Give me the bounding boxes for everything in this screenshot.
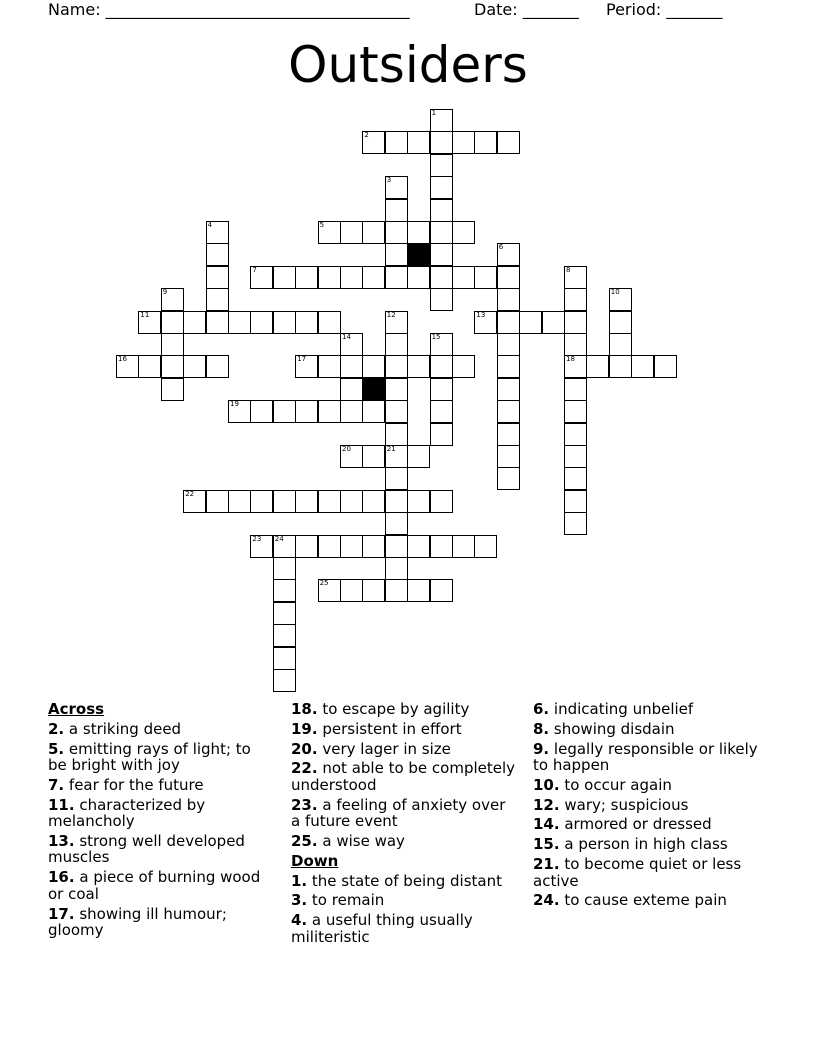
period-line: Period: _______: [606, 0, 723, 19]
grid-cell[interactable]: [206, 490, 229, 513]
clue-text: not able to be completely understood: [291, 759, 516, 794]
grid-cell[interactable]: [497, 445, 520, 468]
grid-cell[interactable]: [385, 557, 408, 580]
clue-text: the state of being distant: [311, 871, 502, 890]
grid-cell[interactable]: [430, 109, 453, 132]
clue-number: 4: [207, 221, 213, 229]
grid-cell[interactable]: [564, 311, 587, 334]
grid-cell[interactable]: [183, 355, 206, 378]
grid-cell[interactable]: [564, 266, 587, 289]
clue-text: wary; suspicious: [564, 795, 689, 814]
grid-cell[interactable]: [250, 400, 273, 423]
clue-number-label: 22.: [291, 759, 318, 778]
clue-number-label: 13.: [48, 831, 75, 850]
grid-cell[interactable]: [430, 221, 453, 244]
grid-cell[interactable]: [609, 355, 632, 378]
clue-number: 11: [140, 310, 150, 319]
grid-cell[interactable]: [385, 490, 408, 513]
clue-item: [48, 777, 273, 794]
clue-number-label: 23.: [291, 795, 318, 814]
grid-cell[interactable]: [228, 311, 251, 334]
clue-number-label: 2.: [48, 719, 65, 738]
grid-cell[interactable]: [228, 490, 251, 513]
grid-cell[interactable]: [452, 355, 475, 378]
grid-cell[interactable]: [430, 355, 453, 378]
grid-cell[interactable]: [206, 288, 229, 311]
grid-cell[interactable]: [452, 535, 475, 558]
clue-number: 1: [431, 109, 437, 117]
grid-cell[interactable]: [273, 400, 296, 423]
clue-item: [533, 836, 758, 853]
grid-cell[interactable]: [340, 445, 363, 468]
clue-item: [533, 777, 758, 794]
clue-item: [533, 701, 758, 718]
grid-cell[interactable]: [161, 355, 184, 378]
clue-number-label: 15.: [533, 835, 560, 854]
clue-number-label: 9.: [533, 739, 550, 758]
clue-number: 15: [431, 333, 441, 341]
clue-item: [291, 892, 519, 909]
grid-cell[interactable]: [385, 266, 408, 289]
grid-cell[interactable]: [430, 333, 453, 356]
grid-cell[interactable]: [273, 579, 296, 602]
clue-item: [291, 701, 519, 718]
black-square: [407, 243, 430, 266]
clue-item: [291, 760, 519, 793]
grid-cell[interactable]: [497, 333, 520, 356]
section-heading: Across: [48, 700, 105, 718]
grid-cell[interactable]: [161, 378, 184, 401]
clue-number-label: 21.: [533, 855, 560, 874]
grid-cell[interactable]: [385, 243, 408, 266]
grid-cell[interactable]: [497, 288, 520, 311]
clue-text: a useful thing usually militeristic: [291, 911, 473, 946]
grid-cell[interactable]: [385, 221, 408, 244]
clue-item: [533, 721, 758, 738]
grid-cell[interactable]: [564, 288, 587, 311]
clue-text: strong well developed muscles: [48, 831, 245, 867]
clue-text: fear for the future: [68, 775, 204, 794]
clue-text: to remain: [311, 891, 385, 910]
clue-item: [533, 856, 758, 889]
grid-cell[interactable]: [362, 579, 385, 602]
grid-cell[interactable]: [474, 535, 497, 558]
grid-cell[interactable]: [318, 535, 341, 558]
clue-number-label: 11.: [48, 795, 75, 814]
grid-cell[interactable]: [318, 579, 341, 602]
clue-number: 3: [386, 176, 392, 185]
grid-cell[interactable]: [362, 490, 385, 513]
clue-text: indicating unbelief: [553, 700, 694, 718]
grid-cell[interactable]: [295, 490, 318, 513]
grid-cell[interactable]: [609, 311, 632, 334]
grid-cell[interactable]: [609, 288, 632, 311]
clue-column-3: [533, 701, 758, 912]
clue-number: 13: [476, 310, 486, 319]
grid-cell[interactable]: [206, 311, 229, 334]
grid-cell[interactable]: [407, 221, 430, 244]
grid-cell[interactable]: [430, 378, 453, 401]
grid-cell[interactable]: [631, 355, 654, 378]
grid-cell[interactable]: [407, 266, 430, 289]
grid-cell[interactable]: [250, 311, 273, 334]
grid-cell[interactable]: [340, 333, 363, 356]
grid-cell[interactable]: [385, 199, 408, 222]
grid-cell[interactable]: [430, 266, 453, 289]
clue-item: [48, 906, 273, 939]
name-line: Name: ______________________________________: [48, 0, 410, 19]
clue-item: [533, 741, 758, 774]
clue-number: 16: [118, 355, 127, 364]
clue-item: [291, 873, 519, 890]
grid-cell[interactable]: [385, 333, 408, 356]
clue-text: a wise way: [322, 831, 405, 850]
grid-cell[interactable]: [340, 221, 363, 244]
grid-cell[interactable]: [564, 400, 587, 423]
grid-cell[interactable]: [430, 579, 453, 602]
clue-number: 8: [566, 265, 571, 274]
clue-number: 21: [386, 445, 396, 453]
clue-text: a piece of burning wood or coal: [48, 868, 261, 903]
grid-cell[interactable]: [564, 333, 587, 356]
clue-number: 2: [364, 131, 369, 140]
grid-cell[interactable]: [385, 467, 408, 490]
clue-text: a striking deed: [68, 719, 182, 738]
clue-number: 23: [252, 534, 262, 543]
grid-cell[interactable]: [564, 423, 587, 446]
clue-item: [291, 741, 519, 758]
grid-cell[interactable]: [497, 378, 520, 401]
grid-cell[interactable]: [407, 445, 430, 468]
grid-cell[interactable]: [385, 400, 408, 423]
clue-text: armored or dressed: [564, 815, 712, 834]
grid-cell[interactable]: [228, 400, 251, 423]
grid-cell[interactable]: [385, 445, 408, 468]
clue-text: a feeling of anxiety over a future event: [291, 795, 506, 831]
grid-cell[interactable]: [430, 154, 453, 177]
grid-cell[interactable]: [116, 355, 139, 378]
grid-cell[interactable]: [250, 490, 273, 513]
grid-cell[interactable]: [474, 311, 497, 334]
grid-cell[interactable]: [385, 131, 408, 154]
grid-cell[interactable]: [385, 512, 408, 535]
clue-item: [48, 741, 273, 774]
grid-cell[interactable]: [273, 669, 296, 692]
grid-cell[interactable]: [206, 243, 229, 266]
grid-cell[interactable]: [161, 288, 184, 311]
clue-number-label: 1.: [291, 871, 308, 890]
grid-cell[interactable]: [497, 355, 520, 378]
clue-number-label: 25.: [291, 831, 318, 850]
clue-text: a person in high class: [564, 835, 728, 854]
grid-cell[interactable]: [206, 266, 229, 289]
clue-number: 18: [566, 355, 575, 364]
grid-cell[interactable]: [362, 445, 385, 468]
clue-number: 25: [319, 579, 329, 588]
grid-cell[interactable]: [564, 355, 587, 378]
grid-cell[interactable]: [474, 131, 497, 154]
clue-number-label: 6.: [533, 700, 550, 718]
grid-cell[interactable]: [430, 199, 453, 222]
clue-number-label: 3.: [291, 891, 308, 910]
clue-number-label: 8.: [533, 719, 550, 738]
grid-cell[interactable]: [318, 311, 341, 334]
clue-item: [291, 721, 519, 738]
clue-number: 7: [252, 265, 257, 274]
grid-cell[interactable]: [430, 423, 453, 446]
grid-cell[interactable]: [183, 490, 206, 513]
grid-cell[interactable]: [430, 400, 453, 423]
clue-item: [533, 892, 758, 909]
clue-number-label: 7.: [48, 775, 65, 794]
clue-number: 19: [230, 400, 239, 409]
grid-cell[interactable]: [273, 535, 296, 558]
grid-cell[interactable]: [564, 378, 587, 401]
clue-number: 20: [342, 445, 351, 453]
grid-cell[interactable]: [385, 423, 408, 446]
clue-number-label: 17.: [48, 904, 75, 923]
grid-cell[interactable]: [609, 333, 632, 356]
grid-cell[interactable]: [273, 624, 296, 647]
grid-cell[interactable]: [452, 131, 475, 154]
grid-cell[interactable]: [407, 131, 430, 154]
clue-item: [48, 833, 273, 866]
page-title: Outsiders: [288, 36, 528, 94]
grid-cell[interactable]: [474, 266, 497, 289]
clue-number: 10: [610, 288, 620, 297]
grid-cell[interactable]: [385, 311, 408, 334]
clue-number-label: 16.: [48, 868, 75, 887]
grid-cell[interactable]: [273, 557, 296, 580]
grid-cell[interactable]: [295, 311, 318, 334]
grid-cell[interactable]: [273, 311, 296, 334]
grid-cell[interactable]: [497, 243, 520, 266]
grid-cell[interactable]: [564, 490, 587, 513]
clue-text: to become quiet or less active: [533, 855, 742, 890]
grid-cell[interactable]: [452, 221, 475, 244]
grid-cell[interactable]: [273, 602, 296, 625]
grid-cell[interactable]: [138, 311, 161, 334]
clue-text: showing disdain: [553, 719, 675, 738]
section-heading: Down: [291, 851, 339, 870]
grid-cell[interactable]: [407, 490, 430, 513]
grid-cell[interactable]: [407, 355, 430, 378]
grid-cell[interactable]: [564, 467, 587, 490]
date-line: Date: _______: [474, 0, 579, 19]
clue-item: [48, 721, 273, 738]
clue-number-label: 19.: [291, 719, 318, 738]
clue-item: [533, 816, 758, 833]
clue-text: to cause exteme pain: [564, 891, 727, 910]
clue-item: [533, 797, 758, 814]
clue-number-label: 10.: [533, 775, 560, 794]
grid-cell[interactable]: [497, 400, 520, 423]
grid-cell[interactable]: [340, 266, 363, 289]
grid-cell[interactable]: [340, 535, 363, 558]
grid-cell[interactable]: [318, 355, 341, 378]
clue-number: 6: [498, 243, 504, 252]
clue-item: [291, 912, 519, 945]
clue-number: 5: [319, 221, 325, 229]
grid-cell[interactable]: [497, 131, 520, 154]
clue-item: [291, 797, 519, 830]
grid-cell[interactable]: [250, 266, 273, 289]
grid-cell[interactable]: [273, 266, 296, 289]
grid-cell[interactable]: [318, 266, 341, 289]
grid-cell[interactable]: [542, 311, 565, 334]
grid-cell[interactable]: [250, 535, 273, 558]
grid-cell[interactable]: [385, 378, 408, 401]
clue-number: 24: [274, 534, 284, 543]
grid-cell[interactable]: [161, 311, 184, 334]
grid-cell[interactable]: [362, 355, 385, 378]
grid-cell[interactable]: [295, 535, 318, 558]
clue-text: persistent in effort: [322, 719, 462, 738]
grid-cell[interactable]: [497, 423, 520, 446]
grid-cell[interactable]: [586, 355, 609, 378]
grid-cell[interactable]: [430, 535, 453, 558]
grid-cell[interactable]: [385, 535, 408, 558]
clue-number: 9: [162, 288, 168, 297]
grid-cell[interactable]: [206, 221, 229, 244]
grid-cell[interactable]: [430, 243, 453, 266]
grid-cell[interactable]: [318, 490, 341, 513]
grid-cell[interactable]: [273, 647, 296, 670]
grid-cell[interactable]: [385, 579, 408, 602]
grid-cell[interactable]: [407, 535, 430, 558]
black-square: [362, 378, 385, 401]
grid-cell[interactable]: [564, 445, 587, 468]
grid-cell[interactable]: [407, 579, 430, 602]
grid-cell[interactable]: [295, 266, 318, 289]
grid-cell[interactable]: [295, 400, 318, 423]
grid-cell[interactable]: [183, 311, 206, 334]
grid-cell[interactable]: [206, 355, 229, 378]
grid-cell[interactable]: [497, 266, 520, 289]
grid-cell[interactable]: [318, 400, 341, 423]
clue-number: 14: [342, 333, 351, 341]
clue-number-label: 12.: [533, 795, 560, 814]
grid-cell[interactable]: [340, 355, 363, 378]
clue-text: emitting rays of light; to be bright with joy: [48, 739, 251, 775]
grid-cell[interactable]: [362, 131, 385, 154]
grid-cell[interactable]: [138, 355, 161, 378]
grid-cell[interactable]: [161, 333, 184, 356]
clue-number-label: 5.: [48, 739, 65, 758]
clue-number-label: 18.: [291, 700, 318, 718]
grid-cell[interactable]: [519, 311, 542, 334]
clue-text: to occur again: [564, 775, 672, 794]
clue-number-label: 20.: [291, 739, 318, 758]
clue-number: 22: [185, 489, 195, 498]
clue-number: 17: [297, 355, 307, 364]
clue-text: very lager in size: [322, 739, 451, 758]
grid-cell[interactable]: [430, 176, 453, 199]
grid-cell[interactable]: [340, 400, 363, 423]
grid-cell[interactable]: [452, 266, 475, 289]
clue-number-label: 24.: [533, 891, 560, 910]
grid-cell[interactable]: [430, 490, 453, 513]
grid-cell[interactable]: [430, 288, 453, 311]
clue-number-label: 4.: [291, 911, 308, 930]
grid-cell[interactable]: [340, 378, 363, 401]
grid-cell[interactable]: [295, 355, 318, 378]
grid-cell[interactable]: [564, 512, 587, 535]
grid-cell[interactable]: [340, 579, 363, 602]
grid-cell[interactable]: [318, 221, 341, 244]
grid-cell[interactable]: [497, 311, 520, 334]
clue-text: showing ill humour; gloomy: [48, 904, 227, 940]
grid-cell[interactable]: [385, 176, 408, 199]
grid-cell[interactable]: [362, 400, 385, 423]
clue-text: characterized by melancholy: [48, 795, 206, 831]
grid-cell[interactable]: [362, 221, 385, 244]
clue-number-label: 14.: [533, 815, 560, 834]
clue-number: 12: [386, 310, 396, 319]
grid-cell[interactable]: [340, 490, 363, 513]
clue-text: to escape by agility: [322, 700, 470, 718]
grid-cell[interactable]: [497, 467, 520, 490]
grid-cell[interactable]: [362, 266, 385, 289]
clue-item: [48, 869, 273, 902]
grid-cell[interactable]: [385, 355, 408, 378]
grid-cell[interactable]: [273, 490, 296, 513]
clue-column-2: [291, 701, 519, 948]
clue-text: legally responsible or likely to happen: [533, 739, 758, 775]
clue-column-1: [48, 701, 273, 942]
grid-cell[interactable]: [654, 355, 677, 378]
grid-cell[interactable]: [430, 131, 453, 154]
clue-item: [48, 797, 273, 830]
clue-item: [291, 833, 519, 850]
grid-cell[interactable]: [362, 535, 385, 558]
